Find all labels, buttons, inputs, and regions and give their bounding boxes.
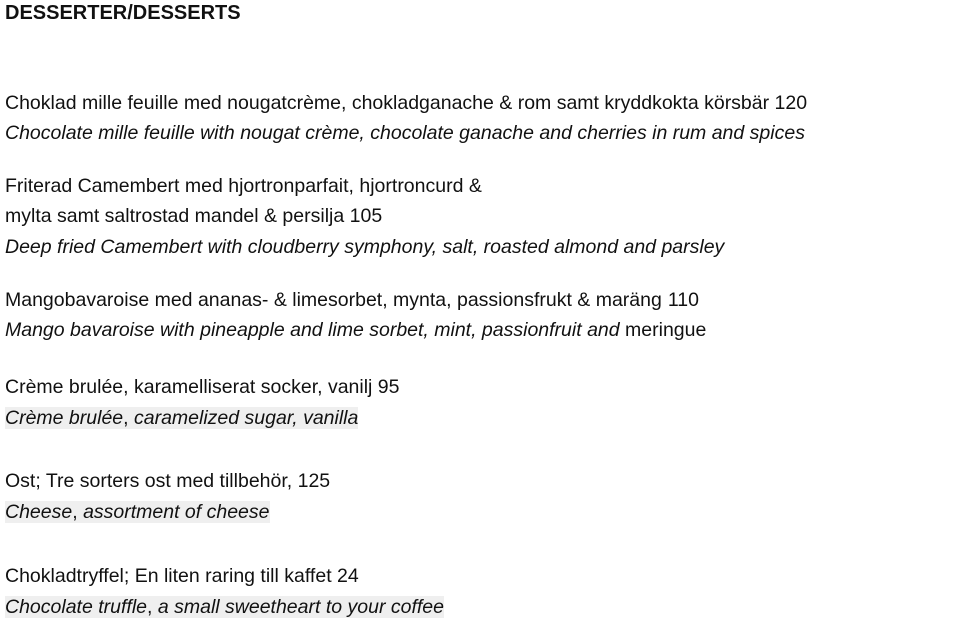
item-english-line xyxy=(5,406,358,430)
item-english-line xyxy=(5,500,270,524)
item-english-separator: , xyxy=(147,596,158,618)
item-english-text: Chocolate truffle xyxy=(5,596,147,618)
item-swedish-text: Crème brulée, karamelliserat socker, vanilj 95 xyxy=(5,376,400,398)
item-swedish-text: Choklad mille feuille med nougatcrème, chokladganache & rom samt kryddkokta körsbär 120 xyxy=(5,92,808,114)
item-swedish-text: mylta samt saltrostad mandel & persilja 105 xyxy=(5,205,383,227)
item-price: 110 xyxy=(667,289,699,311)
item-swedish-text: Ost; Tre sorters ost med tillbehör, 125 xyxy=(5,470,331,492)
item-english-text: caramelized sugar, vanilla xyxy=(133,407,359,429)
item-english-text: meringue xyxy=(625,319,707,341)
item-english-separator: , xyxy=(72,501,84,523)
item-swedish-line xyxy=(5,288,699,312)
item-english-text: a small sweetheart to your coffee xyxy=(157,596,444,618)
item-english-line xyxy=(5,318,706,342)
item-english-line xyxy=(5,595,444,619)
item-swedish-text: Chokladtryffel; En liten raring till kaffet 24 xyxy=(5,565,359,587)
item-swedish-text: Friterad Camembert med hjortronparfait, hjortroncurd & xyxy=(5,175,482,197)
item-english-separator: , xyxy=(123,407,134,429)
item-english-text: assortment of cheese xyxy=(83,501,270,523)
menu-heading: DESSERTER/DESSERTS xyxy=(5,2,241,24)
item-english-text: Crème brulée xyxy=(5,407,124,429)
item-swedish-text: Mangobavaroise med ananas- & limesorbet, mynta, passionsfrukt & maräng xyxy=(5,289,662,311)
item-english-text: Chocolate mille feuille with nougat crème, chocolate ganache and cherries in rum and spices xyxy=(5,122,805,144)
item-english-text: Cheese xyxy=(5,501,73,523)
item-english-text: Deep fried Camembert with cloudberry symphony, salt, roasted almond and parsley xyxy=(5,236,725,258)
item-english-text: Mango bavaroise with pineapple and lime sorbet, mint, passionfruit and xyxy=(5,319,620,341)
